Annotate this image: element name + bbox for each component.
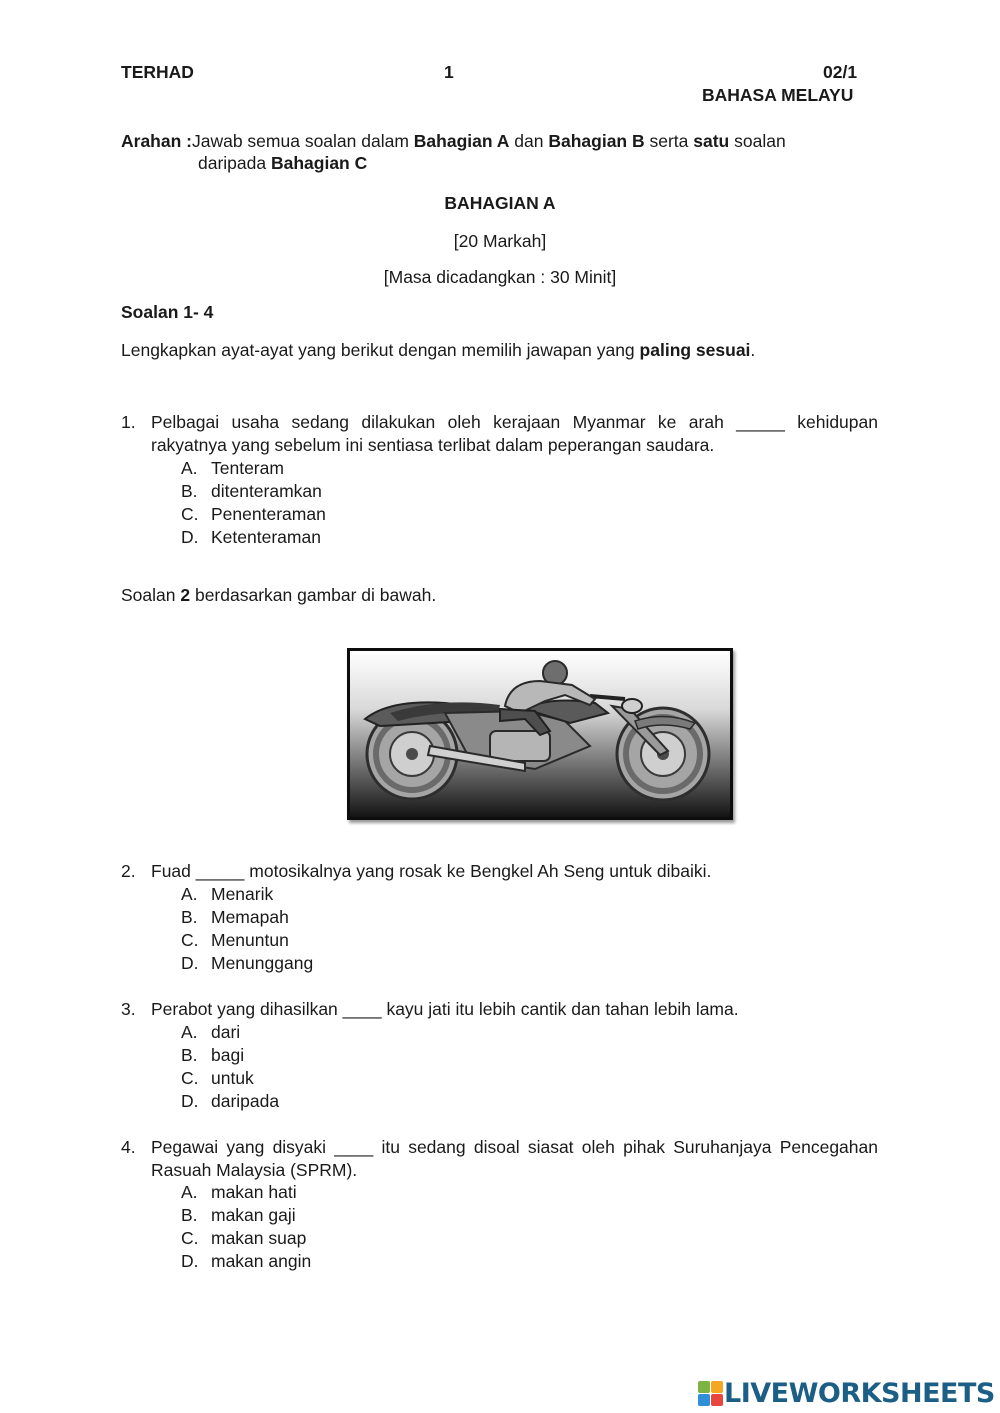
option-d[interactable] bbox=[181, 1250, 311, 1273]
option-text: makan suap bbox=[211, 1228, 307, 1248]
option-letter: C. bbox=[181, 930, 199, 950]
section-time: [Masa dicadangkan : 30 Minit] bbox=[383, 267, 617, 287]
instruction-text: daripada bbox=[198, 153, 271, 173]
instruction-line-2 bbox=[198, 152, 367, 174]
option-letter: C. bbox=[181, 1228, 199, 1248]
question-4-options bbox=[181, 1181, 311, 1273]
question-4 bbox=[121, 1136, 878, 1182]
question-2-options bbox=[181, 883, 313, 975]
option-letter: B. bbox=[181, 1205, 198, 1225]
option-c[interactable] bbox=[181, 503, 326, 526]
question-stem: Fuad _____ motosikalnya yang rosak ke Bengkel Ah Seng untuk dibaiki. bbox=[151, 861, 712, 881]
directive-bold: paling sesuai bbox=[639, 340, 751, 360]
question-number: 1. bbox=[121, 412, 136, 432]
question-number: 3. bbox=[121, 999, 136, 1019]
option-text: Penenteraman bbox=[211, 504, 326, 524]
brand-name: LIVEWORKSHEETS bbox=[724, 1378, 995, 1409]
instruction-text: serta bbox=[644, 131, 694, 151]
section-marks: [20 Markah] bbox=[453, 231, 547, 251]
option-text: Menarik bbox=[211, 884, 274, 904]
option-c[interactable] bbox=[181, 1067, 279, 1090]
directive-end: . bbox=[750, 340, 756, 360]
instruction-bold: satu bbox=[693, 131, 730, 151]
option-letter: D. bbox=[181, 1251, 199, 1271]
option-text: ditenteramkan bbox=[211, 481, 322, 501]
option-text: daripada bbox=[211, 1091, 280, 1111]
option-a[interactable] bbox=[181, 1181, 311, 1204]
option-letter: C. bbox=[181, 504, 199, 524]
question-2 bbox=[121, 860, 878, 883]
instruction-text: Jawab semua soalan dalam bbox=[191, 131, 414, 151]
option-b[interactable] bbox=[181, 906, 313, 929]
question-1 bbox=[121, 411, 878, 457]
option-c[interactable] bbox=[181, 929, 313, 952]
option-text: bagi bbox=[211, 1045, 245, 1065]
note-bold: 2 bbox=[180, 585, 191, 605]
note-text: berdasarkan gambar di bawah. bbox=[190, 585, 437, 605]
motorcycle-picture bbox=[347, 648, 733, 820]
option-letter: D. bbox=[181, 527, 199, 547]
option-text: Ketenteraman bbox=[211, 527, 321, 547]
subject-title: BAHASA MELAYU bbox=[702, 85, 854, 105]
option-letter: A. bbox=[181, 1022, 198, 1042]
option-letter: B. bbox=[181, 481, 198, 501]
instruction-text: soalan bbox=[729, 131, 786, 151]
page-number: 1 bbox=[444, 62, 454, 82]
option-b[interactable] bbox=[181, 480, 326, 503]
option-text: makan hati bbox=[211, 1182, 297, 1202]
question-range: Soalan 1- 4 bbox=[121, 302, 214, 322]
option-b[interactable] bbox=[181, 1204, 311, 1227]
option-c[interactable] bbox=[181, 1227, 311, 1250]
option-letter: B. bbox=[181, 1045, 198, 1065]
option-d[interactable] bbox=[181, 1090, 279, 1113]
question-3-options bbox=[181, 1021, 279, 1113]
instruction bbox=[121, 130, 786, 152]
liveworksheets-brand[interactable] bbox=[698, 1378, 995, 1409]
option-text: Tenteram bbox=[211, 458, 284, 478]
instruction-bold: Bahagian B bbox=[548, 131, 645, 151]
option-letter: D. bbox=[181, 953, 199, 973]
question-1-options bbox=[181, 457, 326, 549]
instruction-text: dan bbox=[509, 131, 549, 151]
directive-text: Lengkapkan ayat-ayat yang berikut dengan memilih jawapan yang bbox=[121, 340, 640, 360]
instruction-bold: Bahagian A bbox=[413, 131, 510, 151]
option-text: dari bbox=[211, 1022, 241, 1042]
option-d[interactable] bbox=[181, 526, 326, 549]
note-text: Soalan bbox=[121, 585, 181, 605]
option-b[interactable] bbox=[181, 1044, 279, 1067]
option-text: Menunggang bbox=[211, 953, 314, 973]
option-text: untuk bbox=[211, 1068, 254, 1088]
option-text: Memapah bbox=[211, 907, 289, 927]
question-stem: Pegawai yang disyaki ____ itu sedang disoal siasat oleh pihak Suruhanjaya Pencegahan Rasuah Malaysia (SPRM). bbox=[151, 1137, 878, 1180]
instruction-bold: Bahagian C bbox=[270, 153, 368, 173]
question-stem: Perabot yang dihasilkan ____ kayu jati itu lebih cantik dan tahan lebih lama. bbox=[151, 999, 739, 1019]
option-text: Menuntun bbox=[211, 930, 289, 950]
picture-note bbox=[121, 585, 436, 606]
option-a[interactable] bbox=[181, 1021, 279, 1044]
question-stem: Pelbagai usaha sedang dilakukan oleh kerajaan Myanmar ke arah _____ kehidupan rakyatnya yang sebelum ini sentiasa terlibat dalam peperangan saudara. bbox=[151, 412, 878, 455]
classification-label: TERHAD bbox=[121, 62, 194, 82]
section-directive bbox=[121, 340, 755, 361]
question-number: 2. bbox=[121, 861, 136, 881]
option-a[interactable] bbox=[181, 883, 313, 906]
question-3 bbox=[121, 998, 878, 1021]
motorcycle-icon bbox=[350, 651, 730, 817]
option-letter: B. bbox=[181, 907, 198, 927]
option-letter: A. bbox=[181, 458, 198, 478]
option-letter: A. bbox=[181, 884, 198, 904]
liveworksheets-logo-icon bbox=[698, 1381, 724, 1407]
option-text: makan gaji bbox=[211, 1205, 296, 1225]
option-letter: A. bbox=[181, 1182, 198, 1202]
question-number: 4. bbox=[121, 1137, 136, 1157]
option-letter: D. bbox=[181, 1091, 199, 1111]
instruction-label: Arahan : bbox=[121, 131, 192, 151]
option-text: makan angin bbox=[211, 1251, 312, 1271]
paper-code: 02/1 bbox=[823, 62, 858, 82]
option-letter: C. bbox=[181, 1068, 199, 1088]
section-title: BAHAGIAN A bbox=[444, 193, 556, 213]
option-a[interactable] bbox=[181, 457, 326, 480]
option-d[interactable] bbox=[181, 952, 313, 975]
